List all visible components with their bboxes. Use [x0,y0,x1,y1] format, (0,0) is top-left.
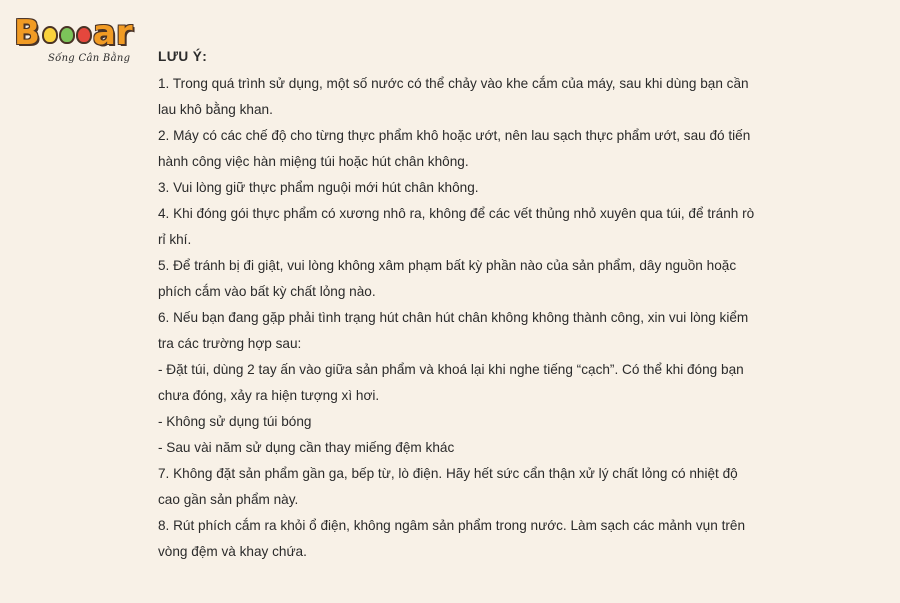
note-item-2: 2. Máy có các chế độ cho từng thực phẩm khô hoặc ướt, nên lau sạch thực phẩm ướt, sau đó tiến hành công việc hàn miệng túi hoặc hút chân không. [158,128,751,169]
logo-wordmark [14,10,133,53]
note-item-7: 7. Không đặt sản phẩm gần ga, bếp từ, lò điện. Hãy hết sức cẩn thận xử lý chất lỏng có nhiệt độ cao gần sản phẩm này. [158,466,738,507]
brand-logo [14,8,133,70]
notes-heading: LƯU Ý: [158,49,208,64]
note-item-1: 1. Trong quá trình sử dụng, một số nước có thể chảy vào khe cắm của máy, sau khi dùng bạn cần lau khô bằng khan. [158,76,749,117]
yellow-paw-icon [42,26,58,44]
note-item-6: 6. Nếu bạn đang gặp phải tình trạng hút chân hút chân không không thành công, xin vui lòng kiểm tra các trường hợp sau: [158,310,749,351]
paw-prints-icon [42,26,92,44]
note-subitem-1: - Đặt túi, dùng 2 tay ấn vào giữa sản phẩm và khoá lại khi nghe tiếng “cạch”. Có thể khi đóng bạn chưa đóng, xảy ra hiện tượng xì hơi. [158,362,744,403]
note-subitem-2: - Không sử dụng túi bóng [158,414,312,429]
note-item-5: 5. Để tránh bị đi giật, vui lòng không xâm phạm bất kỳ phần nào của sản phẩm, dây nguồn hoặc phích cắm vào bất kỳ chất lỏng nào. [158,258,737,299]
logo-tagline: Sống Cân Bằng [48,53,131,64]
notes-section [158,44,758,565]
logo-letters-ar: ar [92,13,133,53]
note-item-3: 3. Vui lòng giữ thực phẩm nguội mới hút chân không. [158,180,479,195]
red-paw-icon [76,26,92,44]
logo-letter-b: B [14,13,40,53]
note-subitem-3: - Sau vài năm sử dụng cần thay miếng đệm khác [158,440,455,455]
green-paw-icon [59,26,75,44]
note-item-4: 4. Khi đóng gói thực phẩm có xương nhô ra, không để các vết thủng nhỏ xuyên qua túi, để tránh rò rỉ khí. [158,206,755,247]
note-item-8: 8. Rút phích cắm ra khỏi ổ điện, không ngâm sản phẩm trong nước. Làm sạch các mảnh vụn trên vòng đệm và khay chứa. [158,518,746,559]
